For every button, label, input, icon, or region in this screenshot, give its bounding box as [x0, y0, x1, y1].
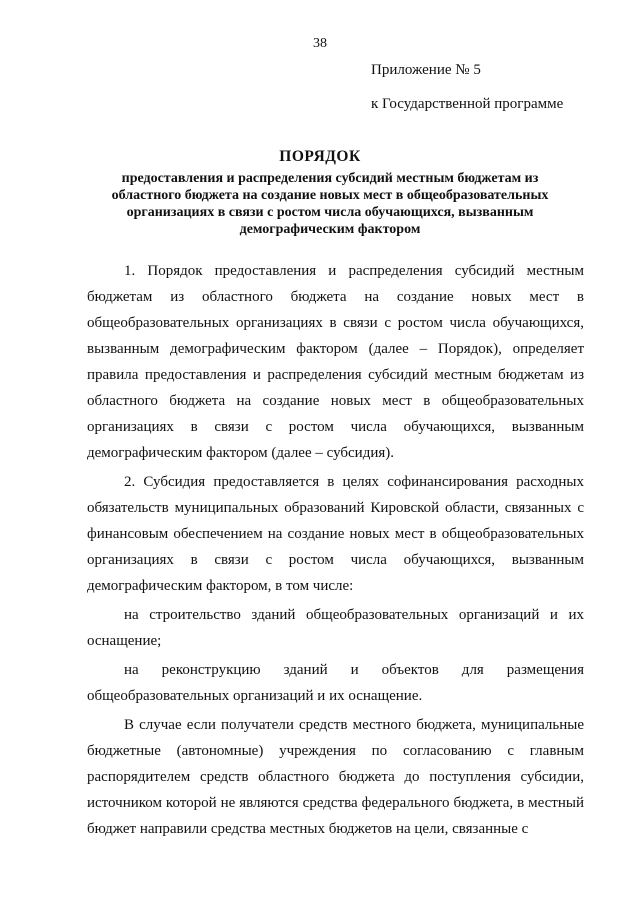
paragraph-construction: на строительство зданий общеобразовательных организаций и их оснащение; [87, 607, 584, 649]
page-number: 38 [313, 36, 327, 51]
appendix-program-reference: к Государственной программе [371, 96, 564, 112]
document-title: ПОРЯДОК [279, 148, 361, 165]
paragraph-1: 1. Порядок предоставления и распределения субсидий местным бюджетам из областного бюджета на создание новых мест в общеобразовательных организациях в связи с ростом числа обучающихся, вызванным демографическим фактором (далее – Порядок), определяет правила предоставления и распределения субсидий местным бюджетам из областного бюджета на создание новых мест в общеобразовательных организациях в связи с ростом числа обучающихся, вызванным демографическим фактором (далее – субсидия). [87, 263, 584, 461]
paragraph-budget-case: В случае если получатели средств местного бюджета, муниципальные бюджетные (автономные) учреждения по согласованию с главным распорядителем средств областного бюджета до поступления субсидии, источником которой не являются средства федерального бюджета, в местный бюджет направили средства местных бюджетов на цели, связанные с [87, 717, 584, 837]
paragraph-reconstruction: на реконструкцию зданий и объектов для размещения общеобразовательных организаций и их оснащение. [87, 662, 584, 704]
paragraph-2: 2. Субсидия предоставляется в целях софинансирования расходных обязательств муниципальных образований Кировской области, связанных с финансовым обеспечением на создание новых мест в общеобразовательных организациях в связи с ростом числа обучающихся, вызванным демографическим фактором, в том числе: [87, 474, 584, 594]
document-subtitle: предоставления и распределения субсидий местным бюджетам из областного бюджета на создание новых мест в общеобразовательных организациях в связи с ростом числа обучающихся, вызванным демографическим фактором [111, 171, 549, 237]
document-body [87, 258, 584, 845]
appendix-number: Приложение № 5 [371, 62, 481, 78]
